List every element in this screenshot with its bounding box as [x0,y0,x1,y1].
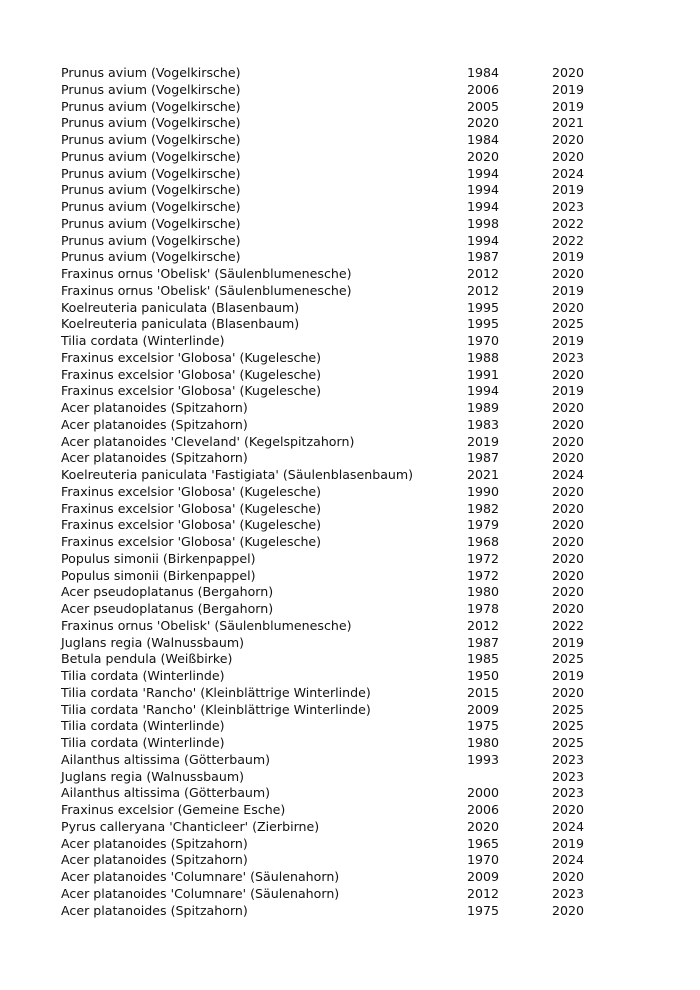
tree-species-cell: Acer pseudoplatanus (Bergahorn) [61,601,274,616]
inspection-year-cell: 2025 [552,718,585,734]
planting-year-cell: 1980 [467,735,500,750]
table-row [61,417,621,434]
table-row [61,517,621,534]
tree-species-cell: Acer platanoides (Spitzahorn) [61,835,248,851]
tree-species-cell: Prunus avium (Vogelkirsche) [61,81,241,97]
planting-year-cell: 1975 [467,718,500,734]
tree-species-cell: Acer platanoides 'Cleveland' (Kegelspitzahorn) [61,433,355,449]
table-row [61,618,621,635]
planting-year-cell: 1987 [467,634,500,650]
planting-year-cell: 1970 [467,333,500,348]
planting-year-cell: 2012 [467,266,500,281]
inspection-year-cell: 2024 [552,165,585,181]
tree-species-cell: Acer platanoides (Spitzahorn) [61,902,248,918]
inspection-year-cell: 2020 [552,433,585,449]
planting-year-cell: 1975 [467,902,500,918]
inspection-year-cell: 2020 [552,299,585,315]
table-row [61,65,621,82]
tree-species-cell: Prunus avium (Vogelkirsche) [61,98,241,114]
inspection-year-cell: 2019 [552,634,585,650]
table-row [61,82,621,99]
inspection-year-cell: 2023 [552,199,585,214]
tree-species-cell: Acer pseudoplatanus (Bergahorn) [61,584,274,600]
planting-year-cell: 1965 [467,835,500,851]
table-row [61,886,621,903]
tree-species-cell: Fraxinus excelsior 'Globosa' (Kugelesche) [61,517,322,533]
tree-species-cell: Tilia cordata 'Rancho' (Kleinblättrige Winterlinde) [61,701,371,717]
tree-species-cell: Prunus avium (Vogelkirsche) [61,115,241,131]
planting-year-cell: 1995 [467,316,500,332]
tree-species-cell: Fraxinus excelsior 'Globosa' (Kugelesche) [61,383,322,399]
inspection-year-cell: 2023 [552,349,585,365]
planting-year-cell: 1988 [467,349,500,365]
inspection-year-cell: 2022 [552,232,585,248]
planting-year-cell: 1987 [467,249,500,265]
inspection-year-cell: 2020 [552,567,585,583]
tree-species-cell: Tilia cordata (Winterlinde) [61,718,225,734]
table-row [61,450,621,467]
table-row [61,568,621,585]
planting-year-cell: 1972 [467,550,500,566]
tree-species-cell: Prunus avium (Vogelkirsche) [61,65,241,80]
table-row [61,333,621,350]
planting-year-cell: 2012 [467,617,500,633]
inspection-year-cell: 2019 [552,249,585,265]
planting-year-cell: 1994 [467,182,500,198]
inspection-year-cell: 2020 [552,534,585,549]
table-row [61,501,621,518]
table-row [61,400,621,417]
table-row [61,484,621,501]
planting-year-cell: 2021 [467,467,500,482]
inspection-year-cell: 2019 [552,668,585,683]
table-row [61,869,621,886]
table-row [61,584,621,601]
inspection-year-cell: 2025 [552,701,585,717]
planting-year-cell: 1991 [467,366,500,382]
planting-year-cell: 1968 [467,534,500,549]
tree-species-cell: Acer platanoides (Spitzahorn) [61,400,248,415]
table-row [61,551,621,568]
tree-species-cell: Acer platanoides (Spitzahorn) [61,852,248,868]
inspection-year-cell: 2020 [552,266,585,281]
inspection-year-cell: 2019 [552,282,585,298]
planting-year-cell: 1990 [467,483,500,499]
table-row [61,702,621,719]
planting-year-cell: 1998 [467,215,500,231]
table-row [61,718,621,735]
table-row [61,283,621,300]
inspection-year-cell: 2023 [552,785,585,801]
table-row [61,903,621,920]
table-row [61,769,621,786]
tree-species-cell: Ailanthus altissima (Götterbaum) [61,751,271,767]
table-row [61,182,621,199]
planting-year-cell: 1987 [467,450,500,466]
planting-year-cell: 1985 [467,651,500,667]
inspection-year-cell: 2019 [552,81,585,97]
table-row [61,249,621,266]
table-row [61,115,621,132]
planting-year-cell: 1993 [467,751,500,767]
inspection-year-cell: 2022 [552,617,585,633]
tree-species-cell: Tilia cordata (Winterlinde) [61,735,225,750]
planting-year-cell: 1984 [467,65,500,80]
tree-species-cell: Fraxinus ornus 'Obelisk' (Säulenblumenesche) [61,266,352,281]
table-row [61,99,621,116]
inspection-year-cell: 2020 [552,684,585,700]
inspection-year-cell: 2019 [552,835,585,851]
inspection-year-cell: 2023 [552,885,585,901]
planting-year-cell: 2019 [467,433,500,449]
planting-year-cell: 2009 [467,869,500,884]
tree-species-cell: Acer platanoides 'Columnare' (Säulenahorn) [61,869,340,884]
inspection-year-cell: 2025 [552,316,585,332]
tree-species-cell: Fraxinus excelsior 'Globosa' (Kugelesche) [61,349,322,365]
inspection-year-cell: 2020 [552,902,585,918]
tree-species-cell: Prunus avium (Vogelkirsche) [61,199,241,214]
table-row [61,852,621,869]
planting-year-cell: 1980 [467,584,500,600]
planting-year-cell: 2000 [467,785,500,801]
tree-species-cell: Fraxinus excelsior 'Globosa' (Kugelesche) [61,500,322,516]
inspection-year-cell: 2020 [552,869,585,884]
planting-year-cell: 2020 [467,148,500,164]
table-row [61,434,621,451]
table-row [61,802,621,819]
planting-year-cell: 2006 [467,802,500,817]
table-row [61,383,621,400]
table-row [61,819,621,836]
inspection-year-cell: 2019 [552,98,585,114]
inspection-year-cell: 2022 [552,215,585,231]
tree-species-cell: Populus simonii (Birkenpappel) [61,567,256,583]
planting-year-cell: 2005 [467,98,500,114]
tree-species-cell: Koelreuteria paniculata (Blasenbaum) [61,316,300,332]
tree-species-cell: Fraxinus ornus 'Obelisk' (Säulenblumenesche) [61,282,352,298]
inspection-year-cell: 2020 [552,366,585,382]
inspection-year-cell: 2020 [552,802,585,817]
tree-species-cell: Fraxinus excelsior (Gemeine Esche) [61,802,286,817]
tree-species-cell: Juglans regia (Walnussbaum) [61,768,245,784]
inspection-year-cell: 2020 [552,450,585,466]
inspection-year-cell: 2020 [552,400,585,415]
tree-species-cell: Ailanthus altissima (Götterbaum) [61,785,271,801]
table-row [61,735,621,752]
tree-species-cell: Koelreuteria paniculata 'Fastigiata' (Säulenblasenbaum) [61,467,414,482]
table-row [61,350,621,367]
tree-species-cell: Fraxinus excelsior 'Globosa' (Kugelesche) [61,534,322,549]
inspection-year-cell: 2020 [552,483,585,499]
table-row [61,199,621,216]
tree-table [61,65,621,919]
tree-species-cell: Populus simonii (Birkenpappel) [61,550,256,566]
table-row [61,534,621,551]
inspection-year-cell: 2021 [552,115,585,131]
inspection-year-cell: 2020 [552,584,585,600]
tree-species-cell: Prunus avium (Vogelkirsche) [61,182,241,198]
table-row [61,166,621,183]
tree-species-cell: Prunus avium (Vogelkirsche) [61,148,241,164]
tree-species-cell: Fraxinus excelsior 'Globosa' (Kugelesche) [61,483,322,499]
planting-year-cell: 1978 [467,601,500,616]
inspection-year-cell: 2020 [552,601,585,616]
table-row [61,316,621,333]
inspection-year-cell: 2020 [552,550,585,566]
planting-year-cell: 2012 [467,282,500,298]
tree-species-cell: Prunus avium (Vogelkirsche) [61,132,241,147]
tree-species-cell: Fraxinus excelsior 'Globosa' (Kugelesche) [61,366,322,382]
table-row [61,300,621,317]
tree-species-cell: Betula pendula (Weißbirke) [61,651,233,667]
planting-year-cell: 1994 [467,383,500,399]
planting-year-cell: 1989 [467,400,500,415]
table-row [61,635,621,652]
planting-year-cell: 1982 [467,500,500,516]
planting-year-cell: 2012 [467,885,500,901]
planting-year-cell: 1950 [467,668,500,683]
inspection-year-cell: 2019 [552,182,585,198]
tree-species-cell: Tilia cordata (Winterlinde) [61,333,225,348]
inspection-year-cell: 2020 [552,500,585,516]
planting-year-cell: 1994 [467,232,500,248]
tree-species-cell: Tilia cordata 'Rancho' (Kleinblättrige Winterlinde) [61,684,371,700]
inspection-year-cell: 2023 [552,768,585,784]
tree-species-cell: Juglans regia (Walnussbaum) [61,634,245,650]
planting-year-cell: 1984 [467,132,500,147]
inspection-year-cell: 2024 [552,852,585,868]
inspection-year-cell: 2024 [552,818,585,834]
planting-year-cell: 2020 [467,115,500,131]
planting-year-cell: 1994 [467,199,500,214]
planting-year-cell: 2006 [467,81,500,97]
inspection-year-cell: 2020 [552,65,585,80]
table-row [61,836,621,853]
planting-year-cell: 1983 [467,416,500,432]
tree-species-cell: Fraxinus ornus 'Obelisk' (Säulenblumenesche) [61,617,352,633]
tree-species-cell: Prunus avium (Vogelkirsche) [61,165,241,181]
table-row [61,785,621,802]
inspection-year-cell: 2019 [552,383,585,399]
inspection-year-cell: 2020 [552,132,585,147]
table-row [61,266,621,283]
tree-species-cell: Acer platanoides (Spitzahorn) [61,416,248,432]
table-row [61,132,621,149]
planting-year-cell: 1972 [467,567,500,583]
tree-species-cell: Acer platanoides (Spitzahorn) [61,450,248,466]
tree-species-cell: Pyrus calleryana 'Chanticleer' (Zierbirne) [61,818,320,834]
inspection-year-cell: 2020 [552,148,585,164]
table-row [61,216,621,233]
planting-year-cell: 2009 [467,701,500,717]
tree-species-cell: Koelreuteria paniculata (Blasenbaum) [61,299,300,315]
inspection-year-cell: 2025 [552,651,585,667]
planting-year-cell: 1979 [467,517,500,533]
table-row [61,601,621,618]
inspection-year-cell: 2025 [552,735,585,750]
table-row [61,467,621,484]
tree-species-cell: Tilia cordata (Winterlinde) [61,668,225,683]
table-row [61,752,621,769]
inspection-year-cell: 2023 [552,751,585,767]
inspection-year-cell: 2020 [552,416,585,432]
tree-species-cell: Prunus avium (Vogelkirsche) [61,232,241,248]
tree-species-cell: Prunus avium (Vogelkirsche) [61,249,241,265]
inspection-year-cell: 2019 [552,333,585,348]
table-row [61,651,621,668]
tree-species-cell: Prunus avium (Vogelkirsche) [61,215,241,231]
planting-year-cell: 1995 [467,299,500,315]
table-row [61,149,621,166]
table-row [61,233,621,250]
planting-year-cell: 1994 [467,165,500,181]
table-row [61,685,621,702]
inspection-year-cell: 2020 [552,517,585,533]
tree-species-cell: Acer platanoides 'Columnare' (Säulenahorn) [61,885,340,901]
table-row [61,367,621,384]
planting-year-cell: 1970 [467,852,500,868]
inspection-year-cell: 2024 [552,467,585,482]
planting-year-cell: 2020 [467,818,500,834]
table-row [61,668,621,685]
planting-year-cell: 2015 [467,684,500,700]
